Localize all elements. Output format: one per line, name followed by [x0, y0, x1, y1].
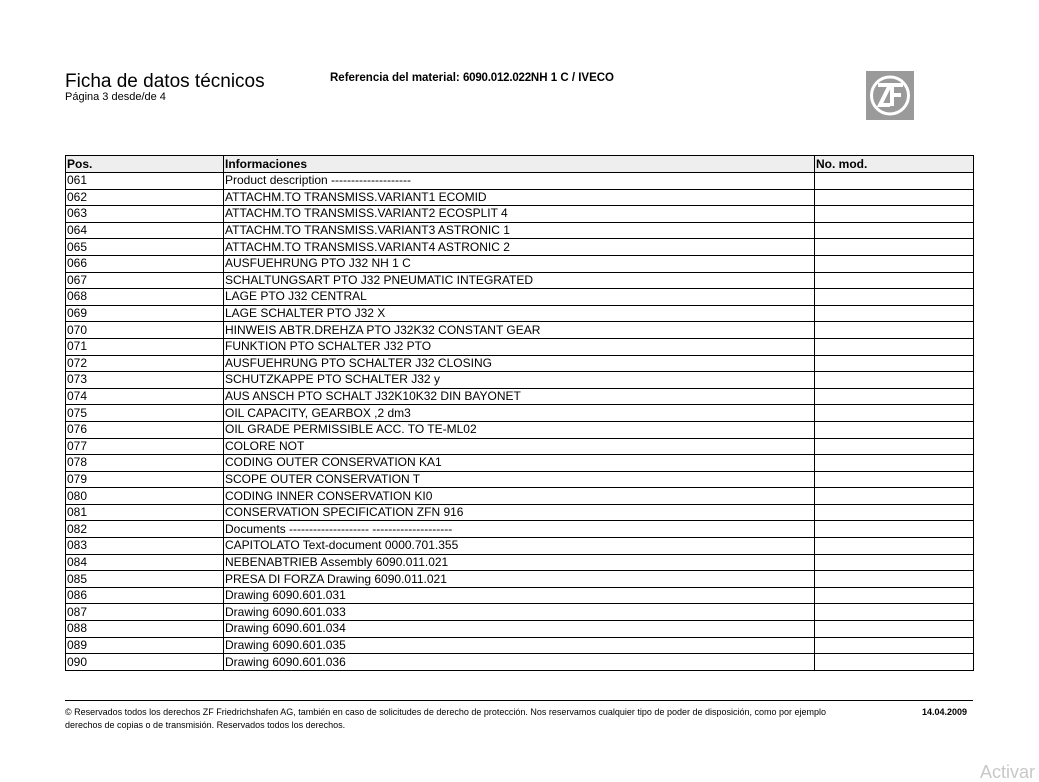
table-row [66, 504, 974, 521]
footer-copyright [65, 706, 915, 732]
table-row [66, 471, 974, 488]
cell-informaciones: CAPITOLATO Text-document 0000.701.355 [224, 538, 815, 555]
cell-informaciones: FUNKTION PTO SCHALTER J32 PTO [224, 338, 815, 355]
cell-no-mod [815, 654, 974, 671]
cell-informaciones: SCHUTZKAPPE PTO SCHALTER J32 y [224, 372, 815, 389]
cell-informaciones: SCHALTUNGSART PTO J32 PNEUMATIC INTEGRATED [224, 272, 815, 289]
cell-pos: 084 [66, 554, 224, 571]
cell-no-mod [815, 405, 974, 422]
cell-pos: 074 [66, 388, 224, 405]
table-row [66, 488, 974, 505]
table-row [66, 372, 974, 389]
footer-copyright-line2: derechos de copias o de transmisión. Reservados todos los derechos. [65, 720, 346, 730]
header-pos: Pos. [66, 156, 224, 173]
footer-copyright-line1: © Reservados todos los derechos ZF Friedrichshafen AG, también en caso de solicitudes de derecho de protección. Nos reservamos cualquier tipo de poder de disposición, como por ejemplo [65, 707, 827, 717]
cell-pos: 086 [66, 587, 224, 604]
cell-pos: 078 [66, 455, 224, 472]
activation-watermark: Activar [980, 762, 1036, 782]
cell-informaciones: CONSERVATION SPECIFICATION ZFN 916 [224, 504, 815, 521]
cell-pos: 064 [66, 222, 224, 239]
cell-no-mod [815, 421, 974, 438]
page-info: Página 3 desde/de 4 [65, 91, 166, 103]
cell-no-mod [815, 239, 974, 256]
cell-pos: 069 [66, 305, 224, 322]
table-row [66, 438, 974, 455]
cell-informaciones: Product description -------------------- [224, 173, 815, 190]
cell-informaciones: PRESA DI FORZA Drawing 6090.011.021 [224, 571, 815, 588]
table-row [66, 571, 974, 588]
table-row [66, 305, 974, 322]
cell-pos: 085 [66, 571, 224, 588]
table-header-row [66, 156, 974, 173]
cell-pos: 071 [66, 338, 224, 355]
cell-pos: 070 [66, 322, 224, 339]
table-row [66, 587, 974, 604]
cell-informaciones: AUSFUEHRUNG PTO SCHALTER J32 CLOSING [224, 355, 815, 372]
table-row [66, 637, 974, 654]
table-row [66, 289, 974, 306]
table-row [66, 189, 974, 206]
cell-no-mod [815, 173, 974, 190]
cell-no-mod [815, 471, 974, 488]
table-row [66, 255, 974, 272]
table-row [66, 654, 974, 671]
cell-no-mod [815, 604, 974, 621]
cell-pos: 077 [66, 438, 224, 455]
cell-pos: 082 [66, 521, 224, 538]
cell-pos: 075 [66, 405, 224, 422]
cell-informaciones: Drawing 6090.601.031 [224, 587, 815, 604]
cell-informaciones: HINWEIS ABTR.DREHZA PTO J32K32 CONSTANT GEAR [224, 322, 815, 339]
table-row [66, 322, 974, 339]
cell-informaciones: Drawing 6090.601.034 [224, 621, 815, 638]
cell-no-mod [815, 438, 974, 455]
cell-no-mod [815, 504, 974, 521]
cell-pos: 076 [66, 421, 224, 438]
cell-no-mod [815, 322, 974, 339]
cell-informaciones: Drawing 6090.601.036 [224, 654, 815, 671]
cell-no-mod [815, 587, 974, 604]
cell-pos: 068 [66, 289, 224, 306]
cell-no-mod [815, 455, 974, 472]
cell-informaciones: ATTACHM.TO TRANSMISS.VARIANT1 ECOMID [224, 189, 815, 206]
cell-no-mod [815, 488, 974, 505]
cell-no-mod [815, 255, 974, 272]
table-row [66, 538, 974, 555]
cell-pos: 081 [66, 504, 224, 521]
cell-no-mod [815, 289, 974, 306]
table-row [66, 272, 974, 289]
cell-pos: 079 [66, 471, 224, 488]
zf-logo-icon [866, 71, 914, 120]
table-row [66, 222, 974, 239]
document-title: Ficha de datos técnicos [65, 71, 265, 92]
cell-pos: 083 [66, 538, 224, 555]
table-row [66, 621, 974, 638]
table-row [66, 173, 974, 190]
header-informaciones: Informaciones [224, 156, 815, 173]
cell-no-mod [815, 372, 974, 389]
cell-no-mod [815, 637, 974, 654]
cell-pos: 080 [66, 488, 224, 505]
cell-pos: 088 [66, 621, 224, 638]
footer-divider [65, 700, 973, 701]
table-row [66, 421, 974, 438]
cell-pos: 072 [66, 355, 224, 372]
cell-informaciones: CODING OUTER CONSERVATION KA1 [224, 455, 815, 472]
table-row [66, 521, 974, 538]
cell-no-mod [815, 388, 974, 405]
table-row [66, 338, 974, 355]
cell-no-mod [815, 305, 974, 322]
cell-no-mod [815, 222, 974, 239]
cell-informaciones: COLORE NOT [224, 438, 815, 455]
cell-informaciones: NEBENABTRIEB Assembly 6090.011.021 [224, 554, 815, 571]
table-row [66, 554, 974, 571]
cell-informaciones: OIL CAPACITY, GEARBOX ,2 dm3 [224, 405, 815, 422]
cell-pos: 073 [66, 372, 224, 389]
cell-informaciones: CODING INNER CONSERVATION KI0 [224, 488, 815, 505]
table-row [66, 206, 974, 223]
material-reference-suffix: NH 1 C / IVECO [530, 72, 614, 84]
cell-no-mod [815, 554, 974, 571]
material-reference [330, 72, 614, 85]
table-row [66, 604, 974, 621]
header-no-mod: No. mod. [815, 156, 974, 173]
cell-no-mod [815, 538, 974, 555]
cell-no-mod [815, 272, 974, 289]
table-row [66, 388, 974, 405]
cell-no-mod [815, 571, 974, 588]
cell-no-mod [815, 621, 974, 638]
cell-pos: 067 [66, 272, 224, 289]
cell-no-mod [815, 338, 974, 355]
cell-pos: 066 [66, 255, 224, 272]
cell-pos: 090 [66, 654, 224, 671]
cell-informaciones: LAGE SCHALTER PTO J32 X [224, 305, 815, 322]
cell-informaciones: ATTACHM.TO TRANSMISS.VARIANT4 ASTRONIC 2 [224, 239, 815, 256]
cell-no-mod [815, 521, 974, 538]
cell-no-mod [815, 206, 974, 223]
cell-no-mod [815, 189, 974, 206]
technical-data-table [65, 155, 974, 671]
cell-informaciones: Drawing 6090.601.033 [224, 604, 815, 621]
material-reference-value: 6090.012.022 [462, 72, 531, 84]
cell-informaciones: SCOPE OUTER CONSERVATION T [224, 471, 815, 488]
table-row [66, 239, 974, 256]
cell-no-mod [815, 355, 974, 372]
cell-pos: 062 [66, 189, 224, 206]
cell-informaciones: ATTACHM.TO TRANSMISS.VARIANT3 ASTRONIC 1 [224, 222, 815, 239]
cell-informaciones: LAGE PTO J32 CENTRAL [224, 289, 815, 306]
table-row [66, 455, 974, 472]
cell-pos: 065 [66, 239, 224, 256]
footer-date: 14.04.2009 [922, 707, 968, 717]
cell-pos: 063 [66, 206, 224, 223]
material-reference-label: Referencia del material: [330, 72, 460, 84]
cell-informaciones: AUSFUEHRUNG PTO J32 NH 1 C [224, 255, 815, 272]
cell-informaciones: Drawing 6090.601.035 [224, 637, 815, 654]
table-row [66, 355, 974, 372]
cell-pos: 089 [66, 637, 224, 654]
table-row [66, 405, 974, 422]
cell-informaciones: ATTACHM.TO TRANSMISS.VARIANT2 ECOSPLIT 4 [224, 206, 815, 223]
cell-informaciones: OIL GRADE PERMISSIBLE ACC. TO TE-ML02 [224, 421, 815, 438]
cell-informaciones: Documents -------------------- -------------------- [224, 521, 815, 538]
cell-pos: 087 [66, 604, 224, 621]
cell-informaciones: AUS ANSCH PTO SCHALT J32K10K32 DIN BAYONET [224, 388, 815, 405]
cell-pos: 061 [66, 173, 224, 190]
